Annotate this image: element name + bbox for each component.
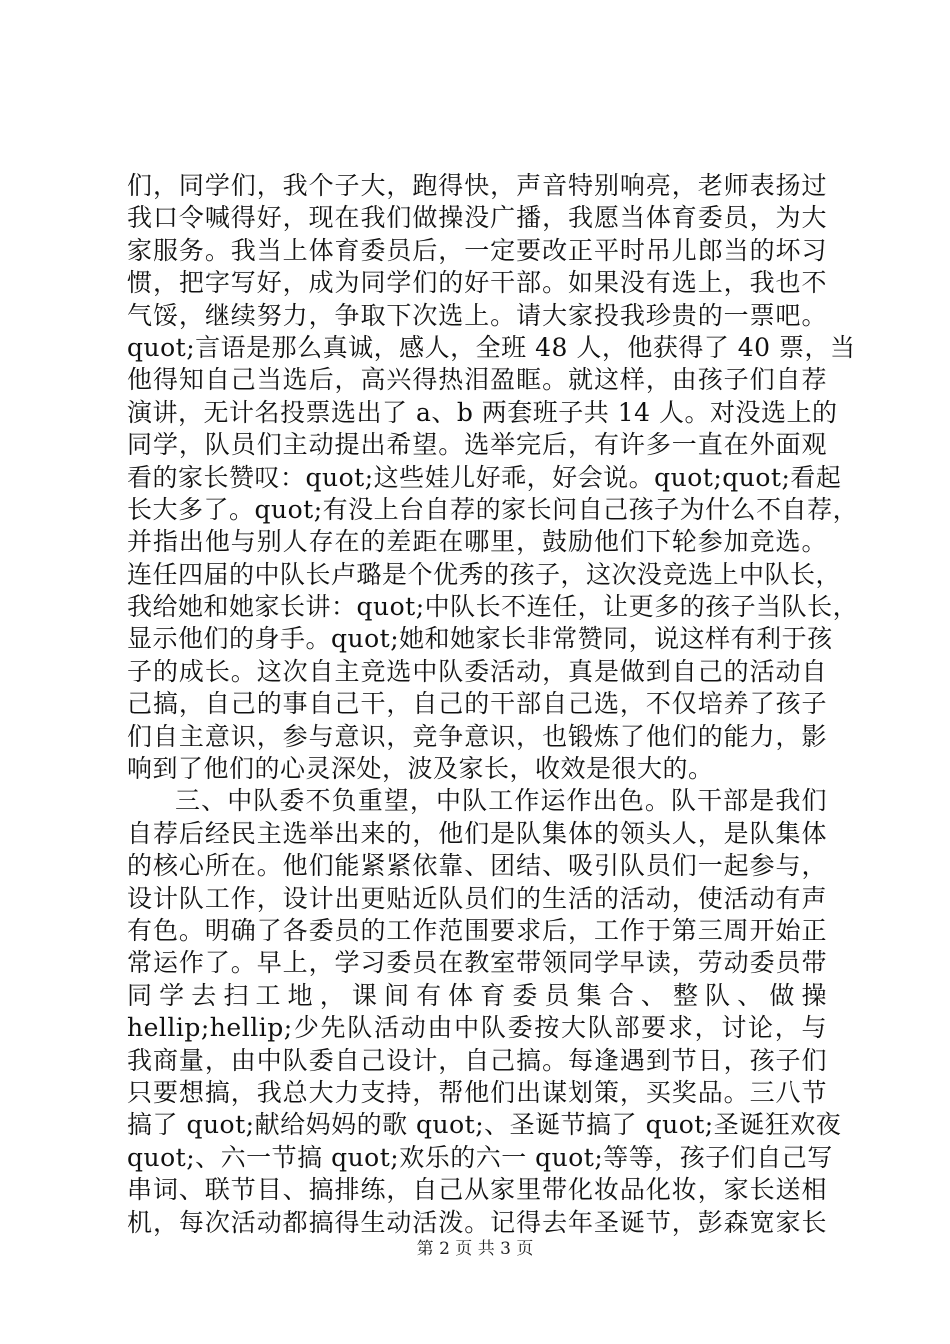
text-line: 响到了他们的心灵深处，波及家长，收效是很大的。 (127, 754, 714, 784)
text-line: 常运作了。早上，学习委员在教室带领同学早读，劳动委员带 (127, 948, 827, 978)
paragraph-first-line: 三、中队委不负重望，中队工作运作出色。队干部是我们 (175, 786, 827, 816)
text-line: 看的家长赞叹：quot;这些娃儿好乖，好会说。quot;quot;看起 (127, 462, 842, 492)
text-line: 们，同学们，我个子大，跑得快，声音特别响亮，老师表扬过 (127, 171, 827, 200)
text-line: 串词、联节目、搞排练，自己从家里带化妆品化妆，家长送相 (127, 1175, 827, 1205)
body-text (127, 170, 859, 1239)
text-line: 连任四届的中队长卢璐是个优秀的孩子，这次没竞选上中队长， (127, 559, 842, 589)
text-line: 他得知自己当选后，高兴得热泪盈眶。就这样，由孩子们自荐 (127, 365, 827, 395)
text-line: 己搞，自己的事自己干，自己的干部自己选，不仅培养了孩子 (127, 689, 827, 719)
text-line: hellip;hellip;少先队活动由中队委按大队部要求，讨论，与 (127, 1013, 827, 1043)
page-footer (0, 1238, 950, 1260)
text-line: 我口令喊得好，现在我们做操没广播，我愿当体育委员，为大 (127, 203, 827, 233)
text-line: 机，每次活动都搞得生动活泼。记得去年圣诞节，彭森宽家长 (127, 1207, 827, 1237)
text-line: 演讲，无计名投票选出了 a、b 两套班子共 14 人。对没选上的 (127, 397, 838, 427)
text-line: 只要想搞，我总大力支持，帮他们出谋划策，买奖品。三八节 (127, 1077, 827, 1107)
text-line: 同学，队员们主动提出希望。选举完后，有许多一直在外面观 (127, 430, 827, 460)
text-line: 子的成长。这次自主竞选中队委活动，真是做到自己的活动自 (127, 656, 827, 686)
text-line: 自荐后经民主选举出来的，他们是队集体的领头人，是队集体 (127, 818, 827, 848)
text-line: 们自主意识，参与意识，竞争意识，也锻炼了他们的能力，影 (127, 721, 827, 751)
text-line: quot;言语是那么真诚，感人，全班 48 人，他获得了 40 票，当 (127, 332, 856, 362)
text-line: 惯，把字写好，成为同学们的好干部。如果没有选上，我也不 (127, 268, 827, 298)
text-line: 有色。明确了各委员的工作范围要求后，工作于第三周开始正 (127, 915, 827, 945)
text-line: 长大多了。quot;有没上台自荐的家长问自己孩子为什么不自荐， (127, 494, 859, 524)
text-line: 我给她和她家长讲：quot;中队长不连任，让更多的孩子当队长， (127, 592, 859, 622)
text-line: 搞了 quot;献给妈妈的歌 quot;、圣诞节搞了 quot;圣诞狂欢夜 (127, 1110, 842, 1140)
text-line: quot;、六一节搞 quot;欢乐的六一 quot;等等，孩子们自己写 (127, 1142, 833, 1172)
text-line: 同学去扫工地，课间有体育委员集合、整队、做操 (127, 980, 827, 1010)
text-line: 并指出他与别人存在的差距在哪里，鼓励他们下轮参加竞选。 (127, 527, 827, 557)
text-line: 显示他们的身手。quot;她和她家长非常赞同，说这样有利于孩 (127, 624, 833, 654)
text-line: 家服务。我当上体育委员后，一定要改正平时吊儿郎当的坏习 (127, 235, 827, 265)
text-line: 设计队工作，设计出更贴近队员们的生活的活动，使活动有声 (127, 883, 827, 913)
text-line: 的核心所在。他们能紧紧依靠、团结、吸引队员们一起参与， (127, 851, 827, 881)
text-line: 气馁，继续努力，争取下次选上。请大家投我珍贵的一票吧。 (127, 300, 827, 330)
text-line: 我商量，由中队委自己设计，自己搞。每逢遇到节日，孩子们 (127, 1045, 827, 1075)
page-number-label: 第 2 页 共 3 页 (416, 1239, 534, 1259)
